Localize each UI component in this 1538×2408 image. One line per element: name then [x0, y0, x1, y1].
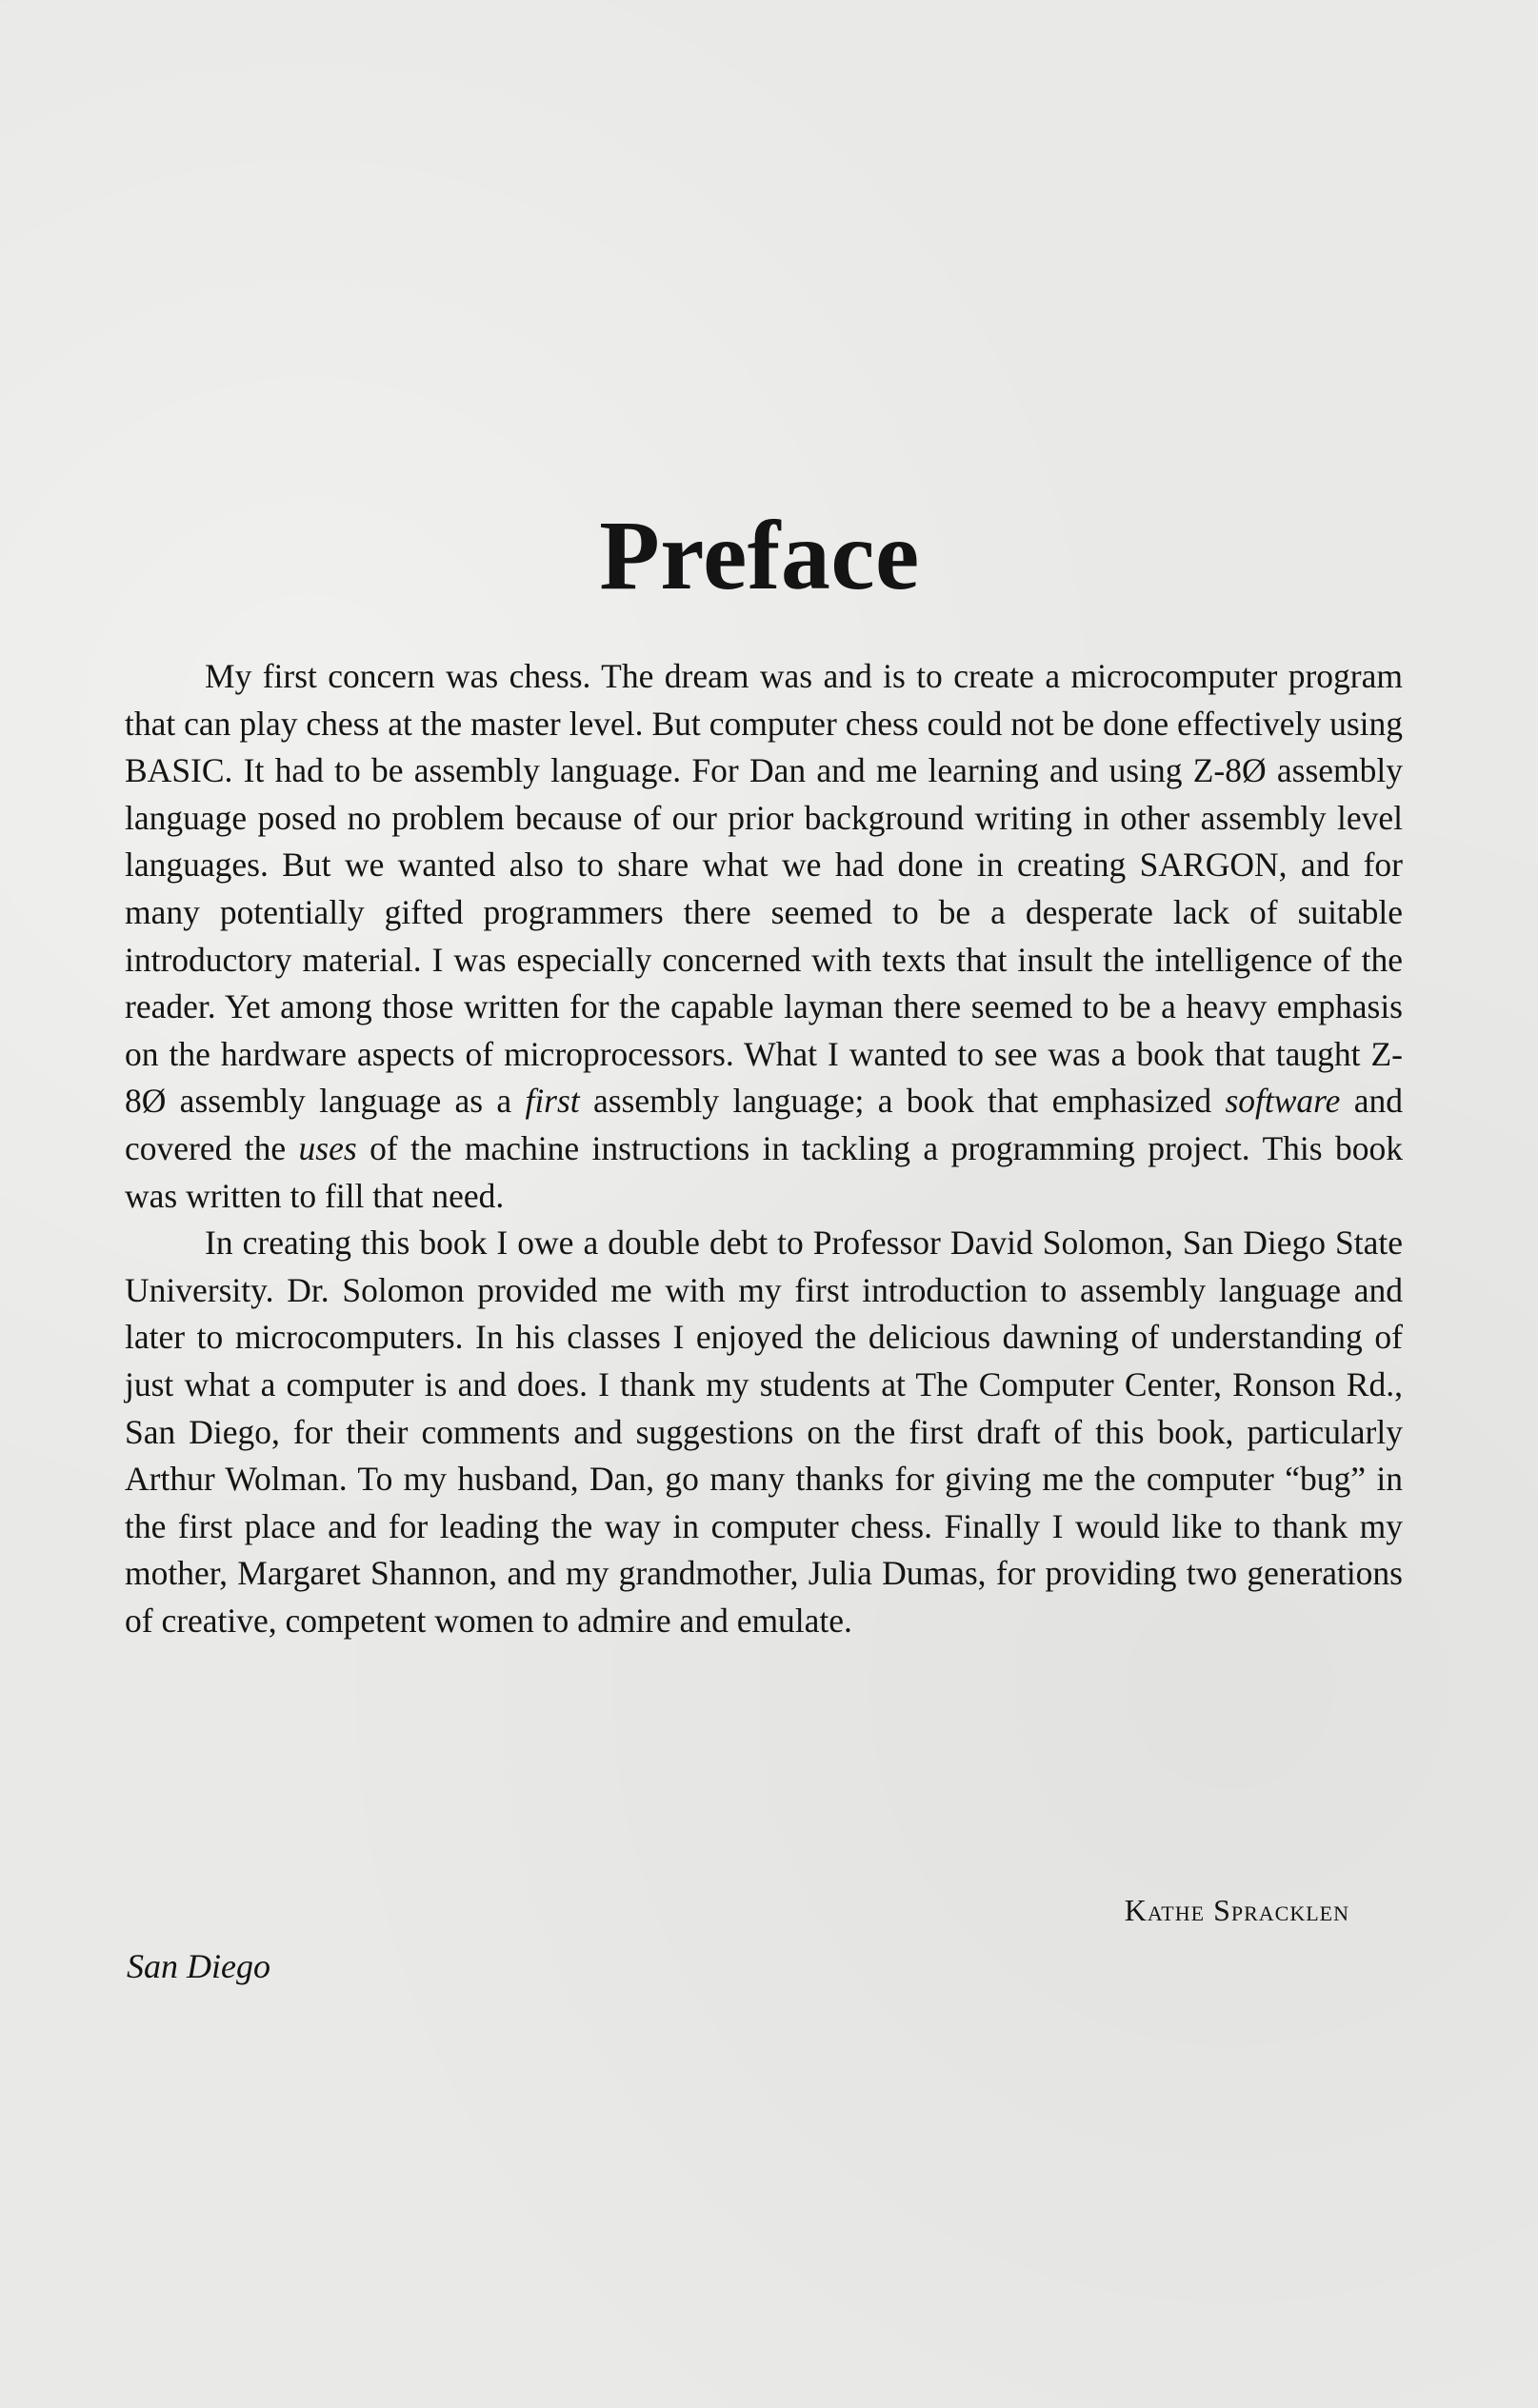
- paragraph-1-text: My first concern was chess. The dream was and is to create a microcomputer program that can play chess at the master level. But computer chess could not be done effectively using BASIC. It had to be assembly language. For Dan and me learning and using Z-8Ø assembly language posed no problem because of our prior background writing in other assembly level languages. But we wanted also to share what we had done in creating SARGON, and for many potentially gifted programmers there seemed to be a desperate lack of suitable introductory material. I was especially concerned with texts that insult the intelligence of the reader. Yet among those written for the capable layman there seemed to be a heavy emphasis on the hardware aspects of microprocessors. What I wanted to see was a book that taught Z-8Ø assembly language as a: [125, 657, 1403, 1121]
- place-name: San Diego: [127, 1947, 270, 1985]
- emphasis-software: software: [1225, 1082, 1341, 1121]
- page-title: Preface: [599, 500, 920, 610]
- paragraph-1-text-4: of the machine instructions in tackling a programming project. This book was written to fill that need.: [125, 1128, 1403, 1215]
- paragraph-2-text: In creating this book I owe a double debt to Professor David Solomon, San Diego State University. Dr. Solomon provided me with my first introduction to assembly language and later to microcomputers. In his classes I enjoyed the delicious dawning of understanding of just what a computer is and does. I thank my students at The Computer Center, Ronson Rd., San Diego, for their comments and suggestions on the first draft of this book, particularly Arthur Wolman. To my husband, Dan, go many thanks for giving me the computer “bug” in the first place and for leading the way in computer chess. Finally I would like to thank my mother, Margaret Shannon, and my grandmother, Julia Dumas, for providing two generations of creative, competent women to admire and emulate.: [125, 1224, 1403, 1640]
- paragraph-2: [125, 1220, 1403, 1644]
- author-signature: Kathe Spracklen: [1124, 1893, 1349, 1927]
- preface-body: [125, 653, 1403, 1644]
- emphasis-first: first: [525, 1082, 580, 1121]
- paragraph-1: [125, 653, 1403, 1220]
- emphasis-uses: uses: [298, 1128, 357, 1167]
- paragraph-1-text-3: and covered the: [125, 1082, 1403, 1167]
- paragraph-1-text-2: assembly language; a book that emphasized: [579, 1082, 1226, 1121]
